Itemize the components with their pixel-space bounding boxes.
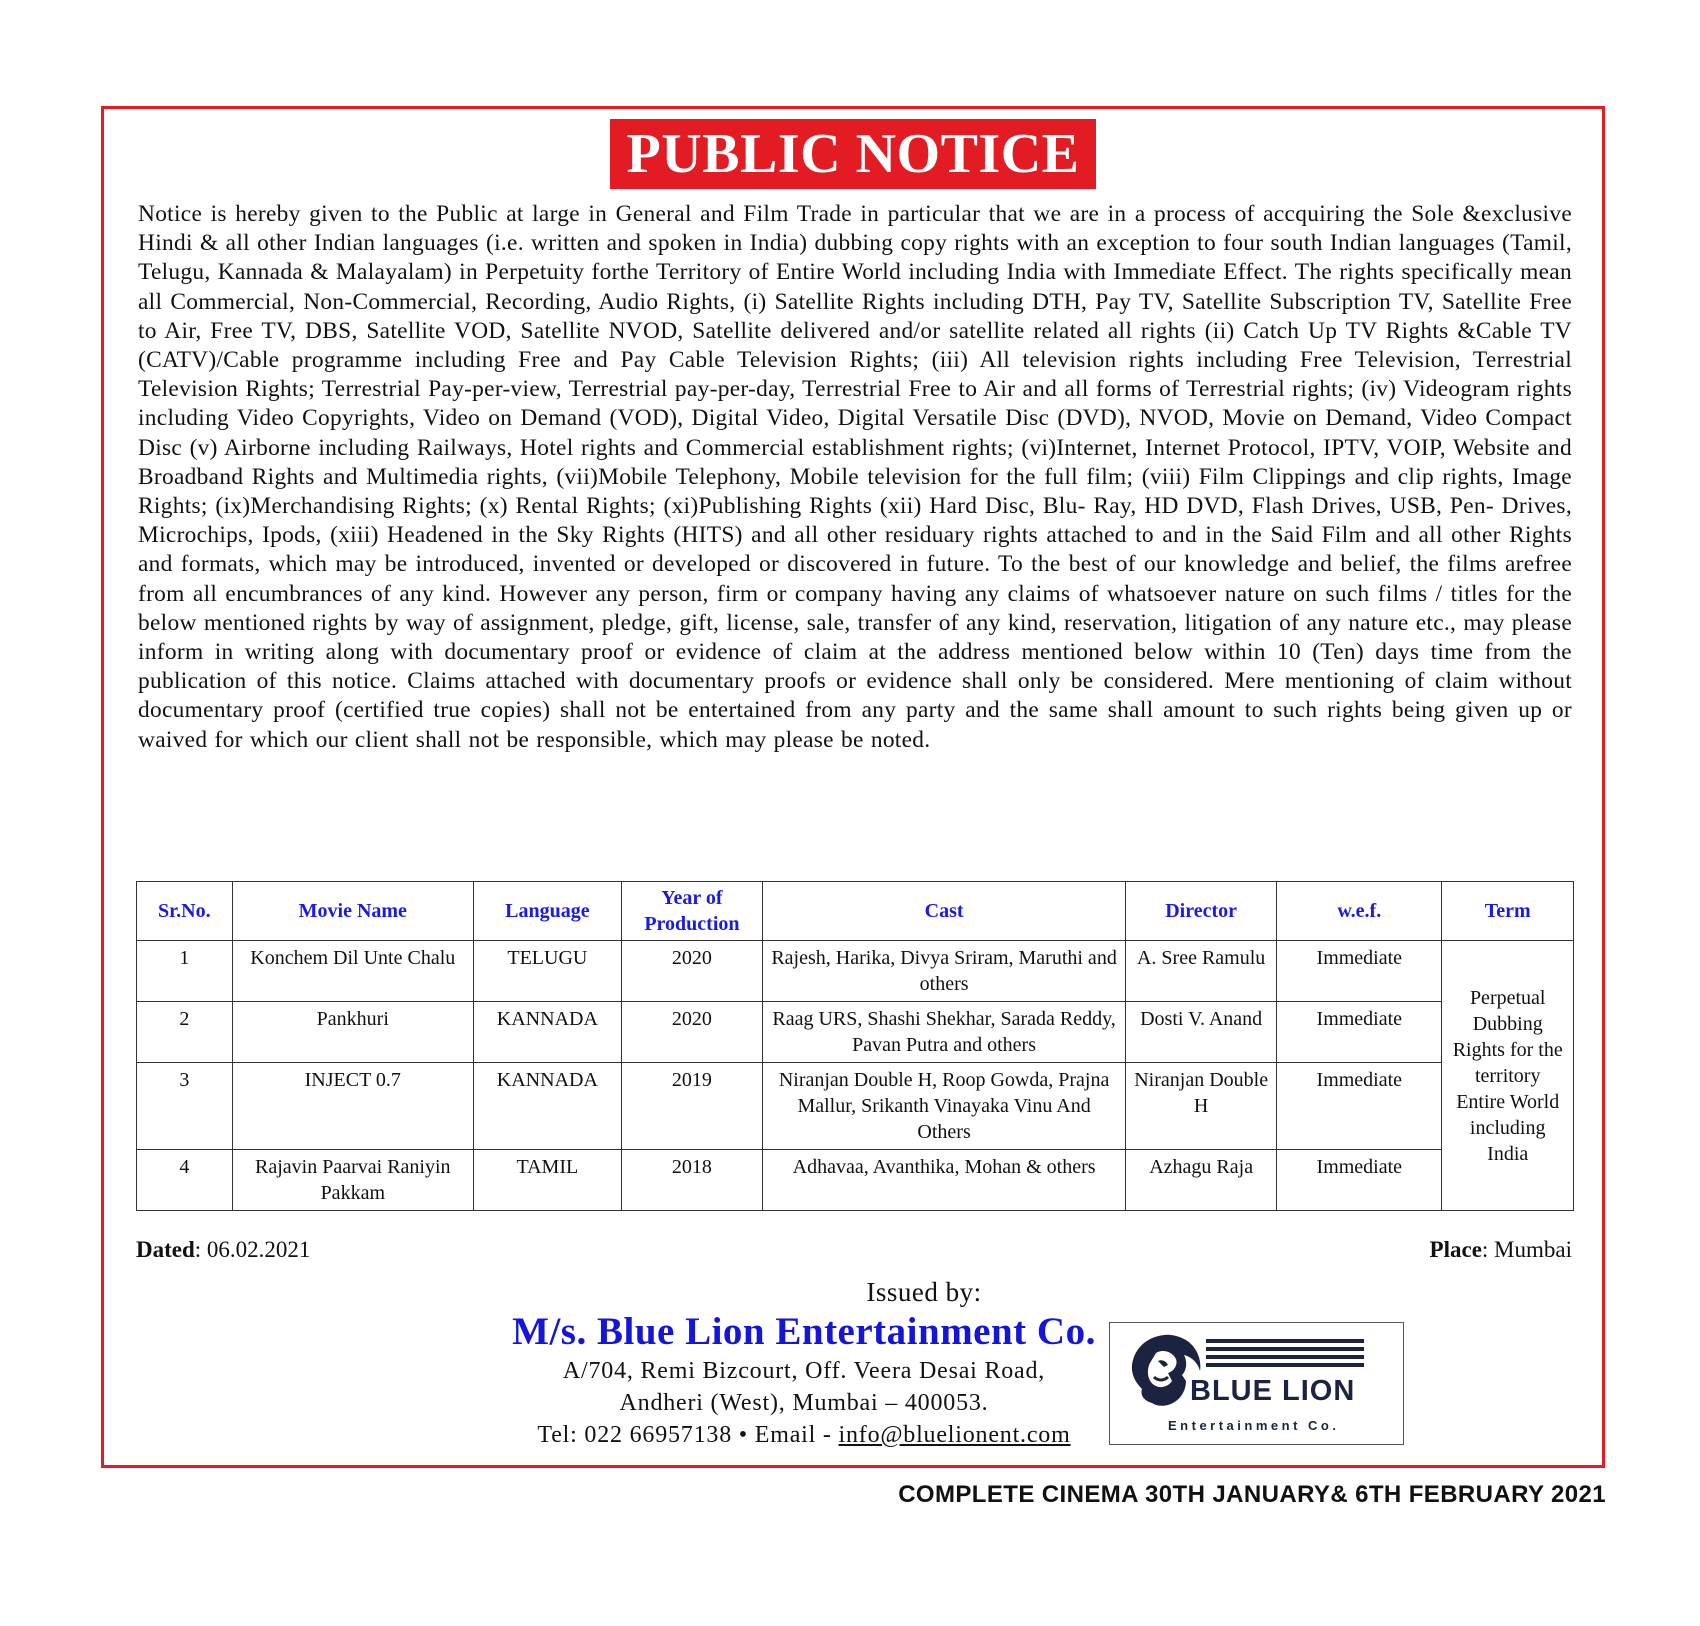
cell-sr: 4 bbox=[137, 1150, 233, 1211]
issued-by-label: Issued by: bbox=[866, 1277, 982, 1307]
cell-wef: Immediate bbox=[1277, 941, 1442, 1002]
header-language: Language bbox=[473, 882, 621, 941]
cell-director: Dosti V. Anand bbox=[1126, 1002, 1277, 1063]
header-sr: Sr.No. bbox=[137, 882, 233, 941]
company-name: M/s. Blue Lion Entertainment Co. bbox=[512, 1310, 1096, 1353]
cell-year: 2020 bbox=[621, 941, 762, 1002]
notice-frame bbox=[101, 106, 1605, 1468]
cell-wef: Immediate bbox=[1277, 1150, 1442, 1211]
address-line-1: A/704, Remi Bizcourt, Off. Veera Desai Road, bbox=[562, 1358, 1046, 1384]
cell-cast: Adhavaa, Avanthika, Mohan & others bbox=[763, 1150, 1126, 1211]
table-row bbox=[137, 941, 1574, 1002]
cell-language: TAMIL bbox=[473, 1150, 621, 1211]
cell-year: 2020 bbox=[621, 1002, 762, 1063]
logo-sub-text: Entertainment Co. bbox=[1168, 1418, 1340, 1433]
notice-title: PUBLIC NOTICE bbox=[610, 119, 1095, 189]
cell-cast: Rajesh, Harika, Divya Sriram, Maruthi and others bbox=[763, 941, 1126, 1002]
table-row bbox=[137, 1002, 1574, 1063]
cell-director: A. Sree Ramulu bbox=[1126, 941, 1277, 1002]
header-director: Director bbox=[1126, 882, 1277, 941]
cell-term: Perpetual Dubbing Rights for the territory Entire World including India bbox=[1442, 941, 1574, 1211]
footer-publication: COMPLETE CINEMA 30TH JANUARY& 6TH FEBRUARY 2021 bbox=[898, 1481, 1606, 1508]
cell-sr: 2 bbox=[137, 1002, 233, 1063]
cell-sr: 3 bbox=[137, 1063, 233, 1150]
dated-label: Dated bbox=[136, 1237, 195, 1262]
cell-director: Azhagu Raja bbox=[1126, 1150, 1277, 1211]
header-movie: Movie Name bbox=[232, 882, 473, 941]
cell-language: KANNADA bbox=[473, 1002, 621, 1063]
cell-cast: Niranjan Double H, Roop Gowda, Prajna Mallur, Srikanth Vinayaka Vinu And Others bbox=[763, 1063, 1126, 1150]
dated-value: : 06.02.2021 bbox=[194, 1237, 311, 1262]
header-cast: Cast bbox=[763, 882, 1126, 941]
header-year-line1: Year of bbox=[661, 887, 723, 909]
logo-brand-text: BLUE LION bbox=[1190, 1375, 1356, 1407]
title-wrap bbox=[104, 119, 1602, 189]
cell-year: 2018 bbox=[621, 1150, 762, 1211]
contact-line bbox=[404, 1422, 1204, 1449]
dated-line bbox=[136, 1237, 310, 1263]
cell-sr: 1 bbox=[137, 941, 233, 1002]
cell-director: Niranjan Double H bbox=[1126, 1063, 1277, 1150]
table-header-row bbox=[137, 882, 1574, 941]
email-link[interactable]: info@bluelionent.com bbox=[838, 1422, 1071, 1448]
cell-movie: Pankhuri bbox=[232, 1002, 473, 1063]
place-value: : Mumbai bbox=[1481, 1237, 1572, 1262]
logo-stripes bbox=[1206, 1337, 1366, 1373]
cell-movie: Konchem Dil Unte Chalu bbox=[232, 941, 473, 1002]
rights-table bbox=[136, 881, 1574, 1211]
cell-cast: Raag URS, Shashi Shekhar, Sarada Reddy, Pavan Putra and others bbox=[763, 1002, 1126, 1063]
company-logo bbox=[1109, 1322, 1404, 1445]
cell-language: TELUGU bbox=[473, 941, 621, 1002]
contact-text: Tel: 022 66957138 • Email - bbox=[537, 1422, 839, 1448]
header-year bbox=[621, 882, 762, 941]
cell-wef: Immediate bbox=[1277, 1002, 1442, 1063]
notice-body: Notice is hereby given to the Public at large in General and Film Trade in particular that we are in a process of accquiring the Sole &exclusive Hindi & all other Indian languages (i.e. written and spoken in India) dubbing copy rights with an exception to four south Indian languages (Tamil, Telugu, Kannada & Malayalam) in Perpetuity forthe Territory of Entire World including India with Immediate Effect. The rights specifically mean all Commercial, Non-Commercial, Recording, Audio Rights, (i) Satellite Rights including DTH, Pay TV, Satellite Subscription TV, Satellite Free to Air, Free TV, DBS, Satellite VOD, Satellite NVOD, Satellite delivered and/or satellite related all rights (ii) Catch Up TV Rights &Cable TV (CATV)/Cable programme including Free and Pay Cable Television Rights; (iii) All television rights including Free Television, Terrestrial Television Rights; Terrestrial Pay-per-view, Terrestrial pay-per-day, Terrestrial Free to Air and all forms of Terrestrial rights; (iv) Videogram rights including Video Copyrights, Video on Demand (VOD), Digital Video, Digital Versatile Disc (DVD), NVOD, Movie on Demand, Video Compact Disc (v) Airborne including Railways, Hotel rights and Commercial establishment rights; (vi)Internet, Internet Protocol, IPTV, VOIP, Website and Broadband Rights and Multimedia rights, (vii)Mobile Telephony, Mobile television for the full film; (viii) Film Clippings and clip rights, Image Rights; (ix)Merchandising Rights; (x) Rental Rights; (xi)Publishing Rights (xii) Hard Disc, Blu- Ray, HD DVD, Flash Drives, USB, Pen- Drives, Microchips, Ipods, (xiii) Headened in the Sky Rights (HITS) and all other residuary rights attached to and in the Said Film and all other Rights and formats, which may be introduced, invented or developed or discovered in future. To the best of our knowledge and belief, the films arefree from all encumbrances of any kind. However any person, firm or company having any claims of whatsoever nature on such films / titles for the below mentioned rights by way of assignment, pledge, gift, license, sale, transfer of any kind, reservation, litigation of any nature etc., may please inform in writing along with documentary proof or evidence of claim at the address mentioned below within 10 (Ten) days time from the publication of this notice. Claims attached with documentary proofs or evidence shall only be considered. Mere mentioning of claim without documentary proof (certified true copies) shall not be entertained from any party and the same shall amount to such rights being given up or waived for which our client shall not be responsible, which may please be noted. bbox=[138, 201, 1572, 753]
header-year-line2: Production bbox=[644, 913, 740, 935]
cell-wef: Immediate bbox=[1277, 1063, 1442, 1150]
address-line-2: Andheri (West), Mumbai – 400053. bbox=[619, 1390, 989, 1416]
place-label: Place bbox=[1429, 1237, 1482, 1262]
cell-year: 2019 bbox=[621, 1063, 762, 1150]
table-row bbox=[137, 1063, 1574, 1150]
table-row bbox=[137, 1150, 1574, 1211]
header-term: Term bbox=[1442, 882, 1574, 941]
header-wef: w.e.f. bbox=[1277, 882, 1442, 941]
cell-movie: Rajavin Paarvai Raniyin Pakkam bbox=[232, 1150, 473, 1211]
cell-language: KANNADA bbox=[473, 1063, 621, 1150]
cell-movie: INJECT 0.7 bbox=[232, 1063, 473, 1150]
place-line bbox=[1430, 1237, 1572, 1263]
